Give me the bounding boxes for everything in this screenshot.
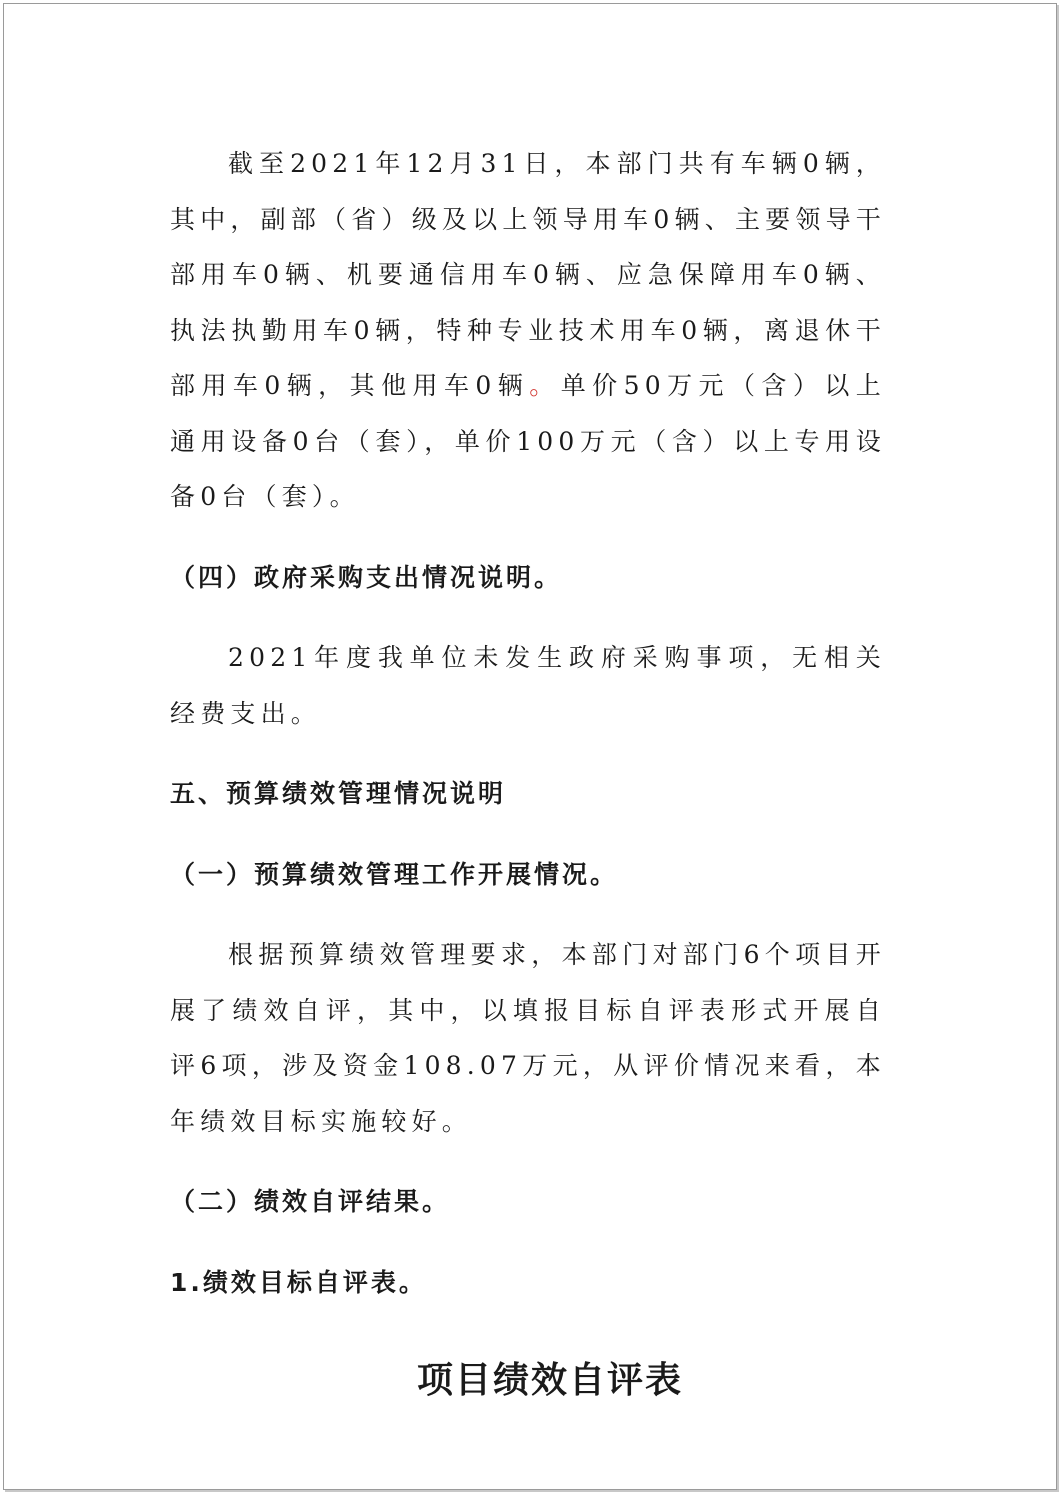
vehicles-text: 截至2021年12月31日，本部门共有车辆0辆，其中，副部（省）级及以上领导用车0辆、主要领导干部用车0辆、机要通信用车0辆、应急保障用车0辆、执法执勤用车0辆，特种专业技术用车0辆，离退休干部用车0辆，其他用车0辆 [170, 149, 886, 400]
heading-performance-work: （一）预算绩效管理工作开展情况。 [170, 859, 619, 889]
table-title: 项目绩效自评表 [416, 1359, 683, 1401]
vehicles-paragraph [170, 136, 886, 525]
heading-section-five: 五、预算绩效管理情况说明 [170, 779, 507, 808]
heading-target-evaluation-table: 1.绩效目标自评表。 [170, 1267, 427, 1297]
heading-procurement: （四）政府采购支出情况说明。 [170, 562, 563, 592]
procurement-paragraph: 2021年度我单位未发生政府采购事项，无相关经费支出。 [170, 643, 886, 728]
document-body [170, 136, 886, 1405]
heading-self-evaluation-results: （二）绩效自评结果。 [170, 1187, 451, 1216]
performance-work-paragraph: 根据预算绩效管理要求，本部门对部门6个项目开展了绩效自评，其中，以填报目标自评表形式开展自评6项，涉及资金108.07万元，从评价情况来看，本年绩效目标实施较好。 [170, 940, 886, 1136]
edit-mark: 。 [529, 371, 561, 400]
document-page [3, 3, 1057, 1490]
equipment-text: 单价50万元（含）以上通用设备0台（套），单价100万元（含）以上专用设备0台（套）。 [170, 371, 886, 511]
